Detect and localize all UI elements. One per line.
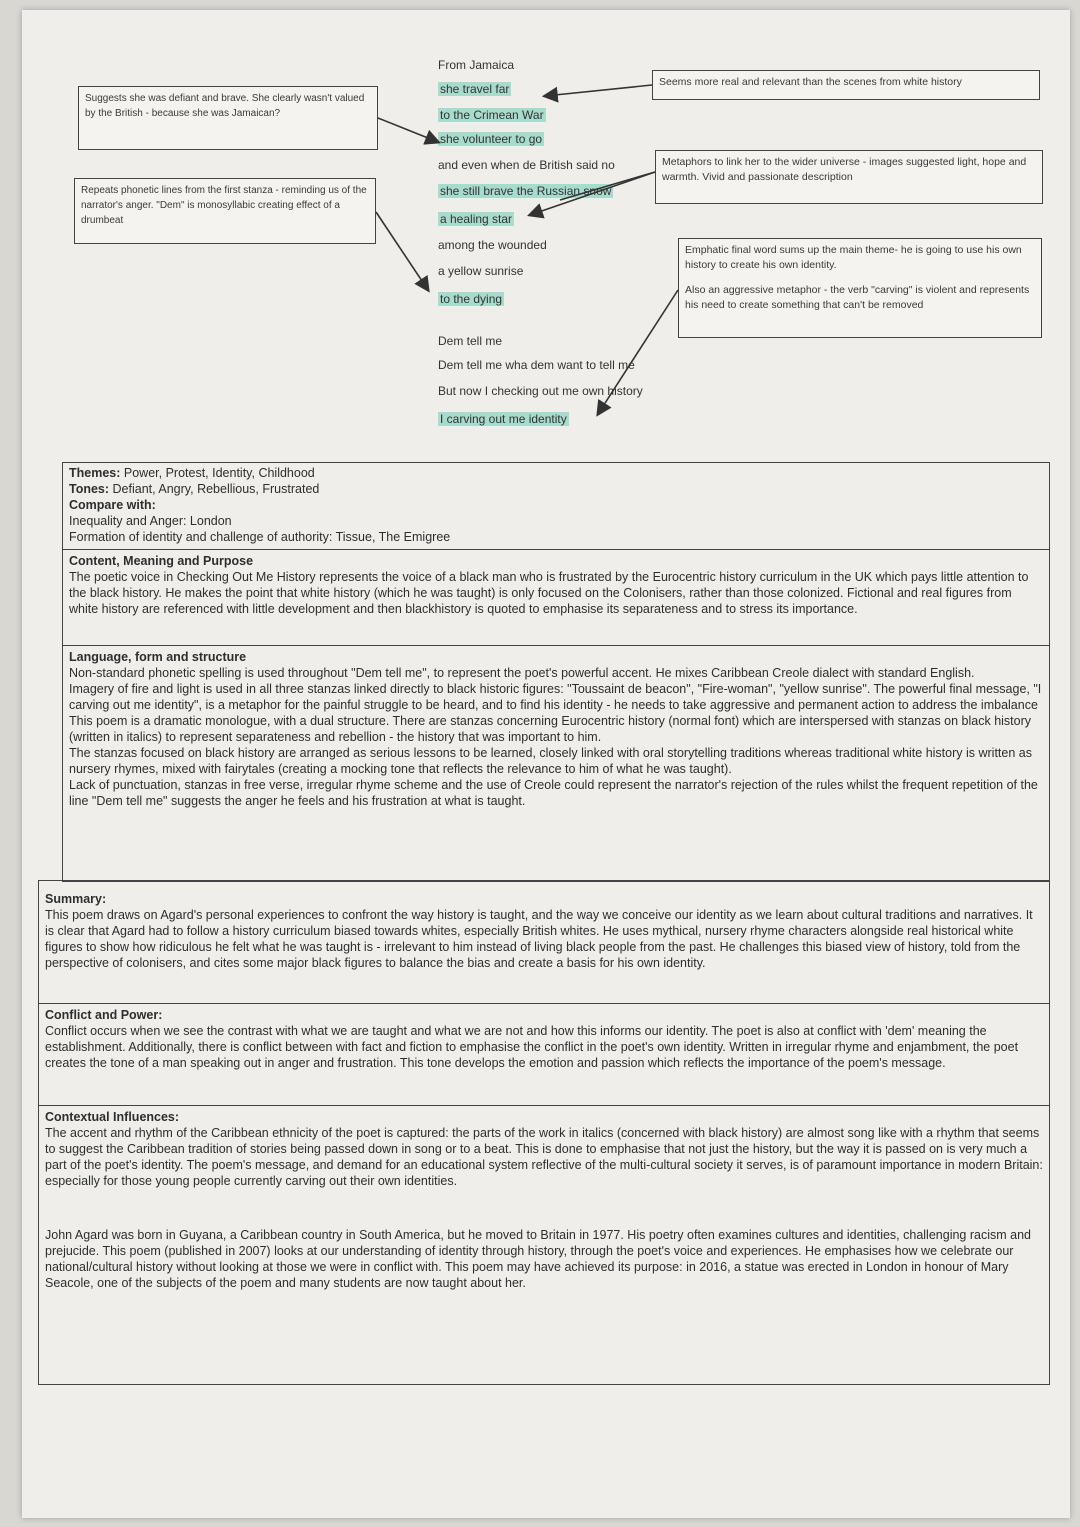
poem-line: to the Crimean War [440,108,544,122]
analysis-panel [62,462,1050,882]
note-aggressive: Also an aggressive metaphor - the verb "carving" is violent and represents his need to create something that can't be removed [685,284,1030,311]
language-p2: Imagery of fire and light is used in all three stanzas linked directly to black historic figures: "Toussaint de beacon", "Fire-woman", "yellow sunrise". The powerful final message, "I carving out me identity", is a metaphor for the painful struggle to be heard, and to find his identity - he needs to take aggressive and permanent action to address the imbalance [69,682,1042,712]
context-section [45,1109,1043,1189]
poem-line: From Jamaica [438,58,515,72]
poem-line: I carving out me identity [440,412,567,426]
summary-text: This poem draws on Agard's personal experiences to confront the way history is taught, and the way we conceive our identity as we learn about cultural traditions and narratives. It is clear that Agard had to follow a history curriculum biased towards whites, especially British whites. He uses mythical, nursery rhyme characters alongside real historical white figures to show how ridiculous he felt what he was taught is - irrelevant to him instead of living black people from the past. He challenges this biased view of history, told from the perspective of colonisers, and cites some major black figures to balance the bias and create a basis for his own identity. [45,908,1033,970]
context-text: The accent and rhythm of the Caribbean ethnicity of the poet is captured: the parts of the work in italics (concerned with black history) are almost song like with a rhythm that seems to suggest the Caribbean tradition of stories being passed down in song or to a beat. This is done to emphasise that not just the history, but the way it is passed on is very much a part of the poet's identity. The poem's message, and demand for an educational system reflective of the multi-cultural society it serves, is of paramount importance in modern Britain: especially for those young people currently carving out their own identities. [45,1126,1043,1188]
tones-value: Defiant, Angry, Rebellious, Frustrated [112,482,320,496]
poem-line: she volunteer to go [440,132,543,146]
poem-line: But now I checking out me own history [438,384,643,398]
bio-section [45,1227,1043,1291]
poem-line: and even when de British said no [438,158,615,172]
summary-section [45,891,1043,971]
language-p1: Non-standard phonetic spelling is used throughout "Dem tell me", to represent the poet's powerful accent. He mixes Caribbean Creole dialect with standard English. [69,666,975,680]
conflict-section [45,1007,1043,1071]
note-metaphors: Metaphors to link her to the wider universe - images suggested light, hope and warmth. Vivid and passionate description [655,150,1043,204]
conflict-text: Conflict occurs when we see the contrast with what we are taught and what we are not and how this informs our identity. The poet is also at conflict with 'dem' meaning the establishment. Additionally, there is conflict between with fact and fiction to emphasise the conflict in the poet's own identity. Written in irregular rhyme and enjambment, the poet creates the tone of a man speaking out in anger and frustration. This tone develops the emotion and passion which reflects the importance of the poem's message. [45,1024,1019,1070]
conflict-heading: Conflict and Power: [45,1008,163,1022]
note-emphatic-aggressive [678,238,1042,338]
compare-label: Compare with: [69,498,156,512]
language-section [69,649,1043,809]
themes-value: Power, Protest, Identity, Childhood [123,466,315,480]
poem-line: she travel far [440,82,510,96]
poem-line: a healing star [440,212,513,226]
content-text: The poetic voice in Checking Out Me History represents the voice of a black man who is frustrated by the Eurocentric history curriculum in the UK which pays little attention to the black history. He makes the point that white history (which he was taught) is only focused on the Colonisers, rather than those colonized. Fictional and real figures from white history are referenced with little development and then blackhistory is quoted to emphasise its separateness and to stress its importance. [69,570,1029,616]
poem-line: among the wounded [438,238,547,252]
poem-line: Dem tell me [438,334,503,348]
compare-item: Inequality and Anger: London [69,514,232,528]
compare-item: Formation of identity and challenge of authority: Tissue, The Emigree [69,530,451,544]
summary-heading: Summary: [45,892,107,906]
summary-panel [38,880,1050,1385]
themes-label: Themes: [69,466,121,480]
themes-section [69,465,1043,545]
language-p4: The stanzas focused on black history are arranged as serious lessons to be learned, closely linked with oral storytelling traditions whereas traditional white history is written as nursery rhymes, mixed with fairytales (creating a mocking tone that reflects the relevance to him of what he was taught). [69,746,1032,776]
content-section [69,553,1043,617]
poem-line: a yellow sunrise [438,264,524,278]
context-heading: Contextual Influences: [45,1110,180,1124]
language-heading: Language, form and structure [69,650,247,664]
poem-line: she still brave the Russian snow [440,184,612,198]
note-phonetic: Repeats phonetic lines from the first stanza - reminding us of the narrator's anger. "Dem" is monosyllabic creating effect of a drumbeat [74,178,376,244]
poem-line: to the dying [440,292,503,306]
language-p5: Lack of punctuation, stanzas in free verse, irregular rhyme scheme and the use of Creole could represent the narrator's rejection of the rules whilst the frequent repetition of the line "Dem tell me" suggests the anger he feels and his frustration at what is taught. [69,778,1038,808]
tones-label: Tones: [69,482,110,496]
poem-line: Dem tell me wha dem want to tell me [438,358,635,372]
note-emphatic: Emphatic final word sums up the main theme- he is going to use his own history to create his own identity. [685,244,1022,271]
content-heading: Content, Meaning and Purpose [69,554,254,568]
note-defiant: Suggests she was defiant and brave. She clearly wasn't valued by the British - because she was Jamaican? [78,86,378,150]
language-p3: This poem is a dramatic monologue, with a dual structure. There are stanzas concerning Eurocentric history (normal font) which are interspersed with stanzas on black history (written in italics) to represent separateness and rebellion - the history that was important to him. [69,714,1032,744]
bio-text: John Agard was born in Guyana, a Caribbean country in South America, but he moved to Britain in 1977. His poetry often examines cultures and identities, challenging racism and prejucide. This poem (published in 2007) looks at our understanding of identity through history, through the poet's voice and experiences. He emphasises how we celebrate our national/cultural history without looking at those we were in conflict with. This poem may have achieved its purpose: in 2016, a statue was erected in London in honour of Mary Seacole, one of the subjects of the poem and many students are now taught about her. [45,1228,1031,1290]
note-real: Seems more real and relevant than the scenes from white history [652,70,1040,100]
